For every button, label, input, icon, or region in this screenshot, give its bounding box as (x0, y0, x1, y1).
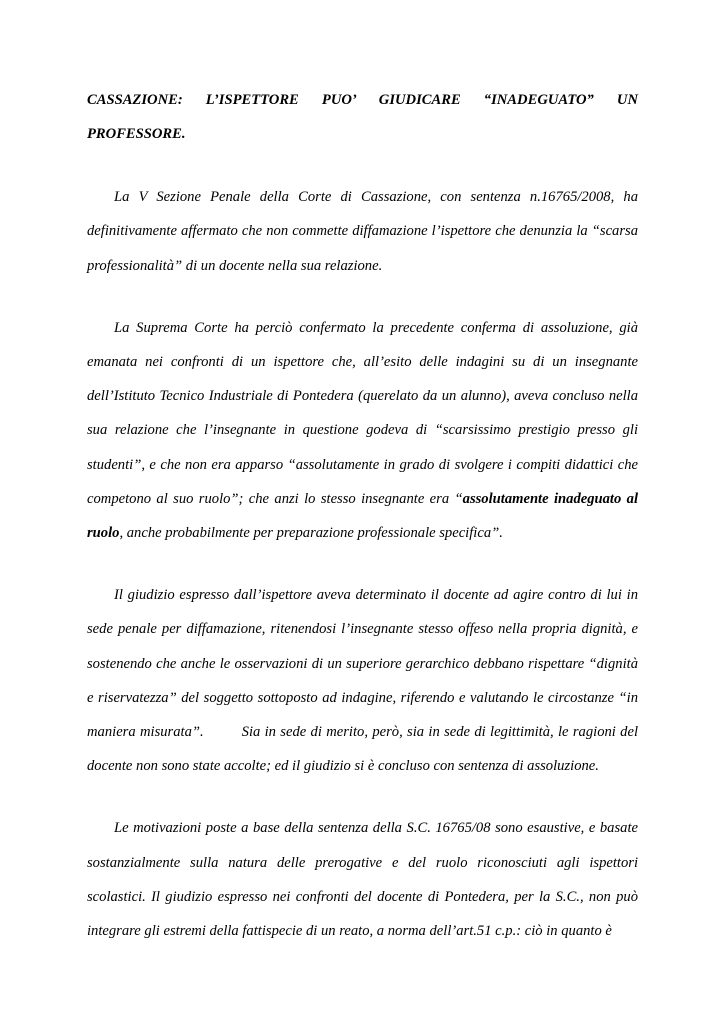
spacer (87, 283, 638, 311)
paragraph-3-text-a: Il giudizio espresso dall’ispettore aveva determinato il docente ad agire contro di lui in sede penale per diffamazione, ritenendosi l’insegnante stesso offeso nella propria dignità, e sostenendo che anche le osservazioni di un superiore gerarchico debbano rispettare “dignità e riservatezza” del soggetto sottoposto ad indagine, riferendo e valutando le circostanze “in maniera misurata”. (87, 587, 638, 741)
paragraph-3-text-b: Sia in sede di merito, però, sia in sede di legittimità, le ragioni del docente non sono state accolte; ed il giudizio si è concluso con sentenza di assoluzione. (87, 724, 638, 775)
paragraph-1: La V Sezione Penale della Corte di Cassazione, con sentenza n.16765/2008, ha definitivamente affermato che non commette diffamazione l’ispettore che denunzia la “scarsa professionalità” di un docente nella sua relazione. (87, 189, 638, 274)
document-body (87, 84, 638, 948)
title-line-2: PROFESSORE. (87, 125, 186, 142)
document-title (87, 84, 638, 151)
title-line-1: CASSAZIONE: L’ISPETTORE PUO’ GIUDICARE “INADEGUATO” UN (87, 92, 638, 108)
paragraph-2 (87, 311, 638, 550)
spacer (87, 783, 638, 811)
paragraph-2-emphasis: assolutamente inadeguato al ruolo (87, 490, 639, 542)
paragraph-3 (87, 578, 638, 783)
paragraph-4: Le motivazioni poste a base della sentenza della S.C. 16765/08 sono esaustive, e basate sostanzialmente sulla natura delle prerogative e del ruolo riconosciuti agli ispettori scolastici. Il giudizio espresso nei confronti del docente di Pontedera, per la S.C., non può integrare gli estremi della fattispecie di un reato, a norma dell’art.51 c.p.: ciò in quanto è (87, 820, 638, 940)
spacer (87, 550, 638, 578)
paragraph-2-text-a: La Suprema Corte ha perciò confermato la precedente conferma di assoluzione, già emanata nei confronti di un ispettore che, all’esito delle indagini su di un insegnante dell’Istituto Tecnico Industriale di Pontedera (querelato da un alunno), aveva concluso nella sua relazione che l’insegnante in questione godeva di “scarsissimo prestigio presso gli studenti”, e che non era apparso “assolutamente in grado di svolgere i compiti didattici che competono al suo ruolo”; che anzi lo stesso insegnante era “ (87, 319, 638, 507)
paragraph-2-text-c: , anche probabilmente per preparazione professionale specifica”. (119, 525, 503, 542)
spacer (87, 151, 638, 180)
